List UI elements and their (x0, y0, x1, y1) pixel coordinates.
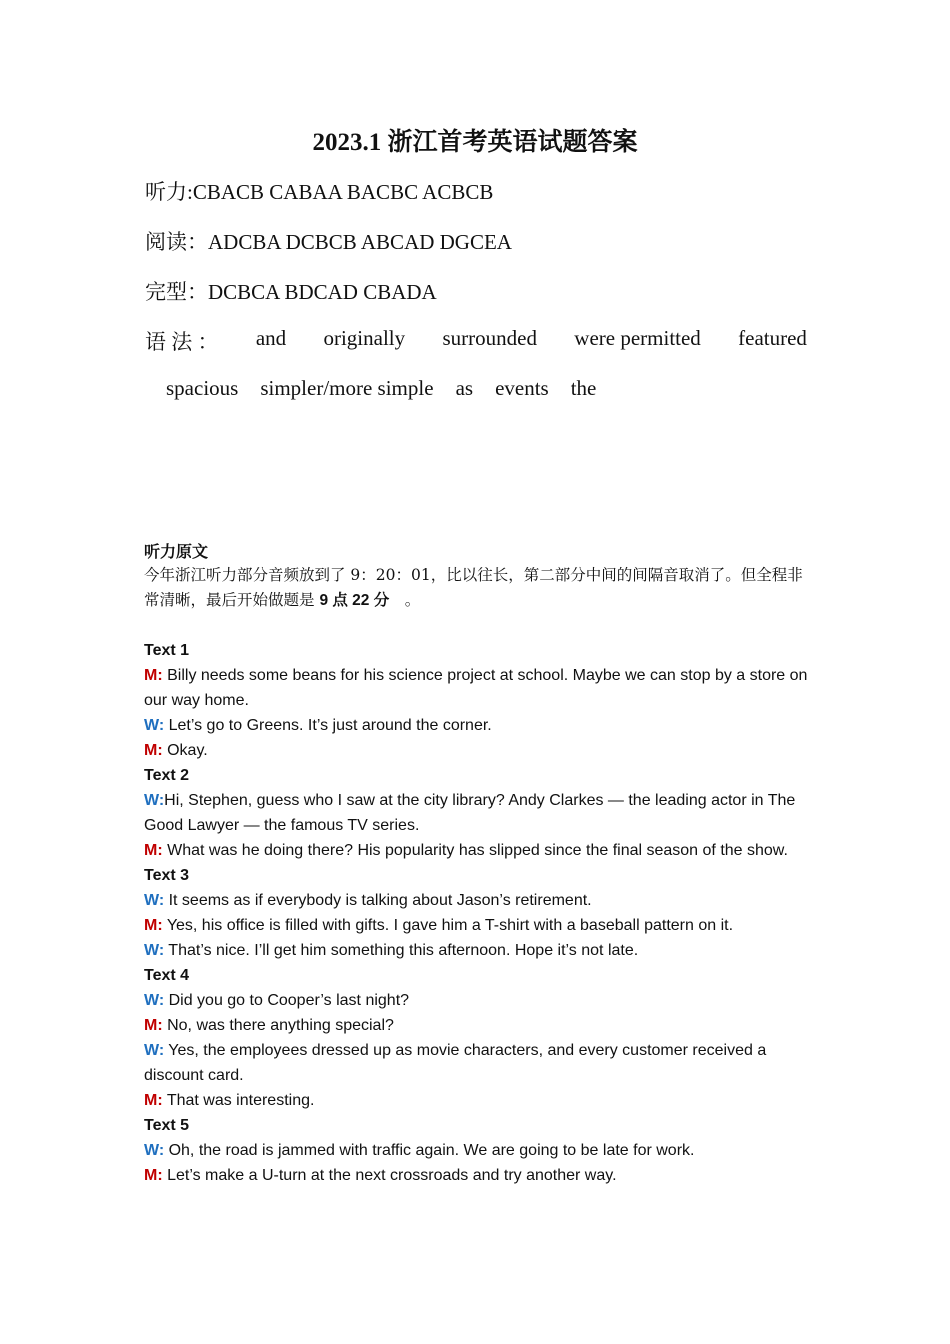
dialogue-line (144, 1088, 809, 1113)
grammar-word: as (455, 376, 474, 400)
answer-row-grammar (145, 326, 807, 356)
line-text: That was interesting. (162, 1092, 315, 1109)
transcript-heading: 听力原文 (144, 542, 209, 561)
dialogue-line (144, 788, 809, 838)
dialogue-line (144, 838, 809, 863)
dialogue-line (144, 913, 809, 938)
dialogue-line (144, 1163, 809, 1188)
answer-row-cloze (145, 276, 437, 306)
dialogue-line (144, 888, 809, 913)
speaker-label: W: (144, 942, 165, 959)
grammar-word: the (570, 376, 597, 400)
grammar-word: spacious (166, 376, 239, 400)
speaker-label: W: (144, 1142, 165, 1159)
grammar-word: originally (323, 326, 406, 350)
speaker-label: W: (144, 992, 165, 1009)
answer-value: CBACB CABAA BACBC ACBCB (192, 180, 494, 204)
answer-row-grammar-continued (166, 376, 596, 401)
grammar-word: and (255, 326, 287, 350)
line-text: Okay. (162, 742, 208, 759)
speaker-label: W: (144, 1042, 165, 1059)
dialogue-line (144, 1013, 809, 1038)
line-text: Yes, his office is filled with gifts. I gave him a T-shirt with a baseball pattern on it. (162, 917, 734, 934)
answer-row-reading (145, 226, 512, 256)
line-text: Let’s go to Greens. It’s just around the corner. (164, 717, 492, 734)
dialogue-line (144, 938, 809, 963)
answer-label: 阅读： (145, 230, 208, 254)
line-text: Billy needs some beans for his science project at school. Maybe we can stop by a store on our way home. (144, 667, 808, 709)
answer-label: 完型： (145, 280, 208, 304)
line-text: That’s nice. I’ll get him something this afternoon. Hope it’s not late. (164, 942, 639, 959)
speaker-label: W: (144, 717, 165, 734)
transcript-intro (144, 563, 809, 613)
dialogue-line (144, 738, 809, 763)
dialogue-line (144, 1138, 809, 1163)
dialogue-line (144, 663, 809, 713)
line-text: No, was there anything special? (162, 1017, 394, 1034)
text-block (144, 863, 809, 963)
grammar-word: featured (738, 326, 807, 350)
intro-end: 。 (389, 591, 421, 609)
dialogue-line (144, 1038, 809, 1088)
answer-value: DCBCA BDCAD CBADA (208, 280, 437, 304)
text-block (144, 1113, 809, 1188)
speaker-label: M: (144, 842, 163, 859)
speaker-label: M: (144, 1167, 163, 1184)
text-block (144, 638, 809, 763)
dialogue-line (144, 713, 809, 738)
line-text: Hi, Stephen, guess who I saw at the city library? Andy Clarkes — the leading actor in The Good Lawyer — the famous TV series. (144, 792, 796, 834)
line-text: Did you go to Cooper’s last night? (164, 992, 410, 1009)
text-label: Text 3 (144, 867, 190, 884)
page-title: 2023.1 浙江首考英语试题答案 (312, 129, 638, 156)
grammar-word: surrounded (442, 326, 537, 350)
answer-label: 听力: (145, 180, 193, 204)
answer-row-listening (145, 176, 493, 206)
text-label: Text 2 (144, 767, 190, 784)
text-label: Text 1 (144, 642, 190, 659)
grammar-word: events (495, 376, 549, 400)
speaker-label: M: (144, 1092, 163, 1109)
line-text: What was he doing there? His popularity has slipped since the final season of the show. (162, 842, 788, 859)
dialogues (144, 638, 809, 1188)
line-text: Let’s make a U-turn at the next crossroads and try another way. (162, 1167, 617, 1184)
line-text: Yes, the employees dressed up as movie characters, and every customer received a discount card. (144, 1042, 767, 1084)
text-label: Text 4 (144, 967, 190, 984)
intro-text: 今年浙江听力部分音频放到了 9：20：01，比以往长，第二部分中间的间隔音取消了。但全程非常清晰，最后开始做题是 (144, 566, 803, 609)
speaker-label: W: (144, 792, 165, 809)
text-block (144, 963, 809, 1113)
line-text: It seems as if everybody is talking about Jason’s retirement. (164, 892, 592, 909)
grammar-word: simpler/more simple (260, 376, 434, 400)
speaker-label: M: (144, 917, 163, 934)
speaker-label: M: (144, 742, 163, 759)
answer-label: 语 法 ： (145, 330, 219, 354)
text-block (144, 763, 809, 863)
speaker-label: M: (144, 1017, 163, 1034)
speaker-label: M: (144, 667, 163, 684)
grammar-word: were permitted (574, 326, 701, 350)
dialogue-line (144, 988, 809, 1013)
text-label: Text 5 (144, 1117, 190, 1134)
line-text: Oh, the road is jammed with traffic again. We are going to be late for work. (164, 1142, 695, 1159)
speaker-label: W: (144, 892, 165, 909)
answer-value: ADCBA DCBCB ABCAD DGCEA (208, 230, 512, 254)
intro-time: 9 点 22 分 (319, 592, 390, 609)
